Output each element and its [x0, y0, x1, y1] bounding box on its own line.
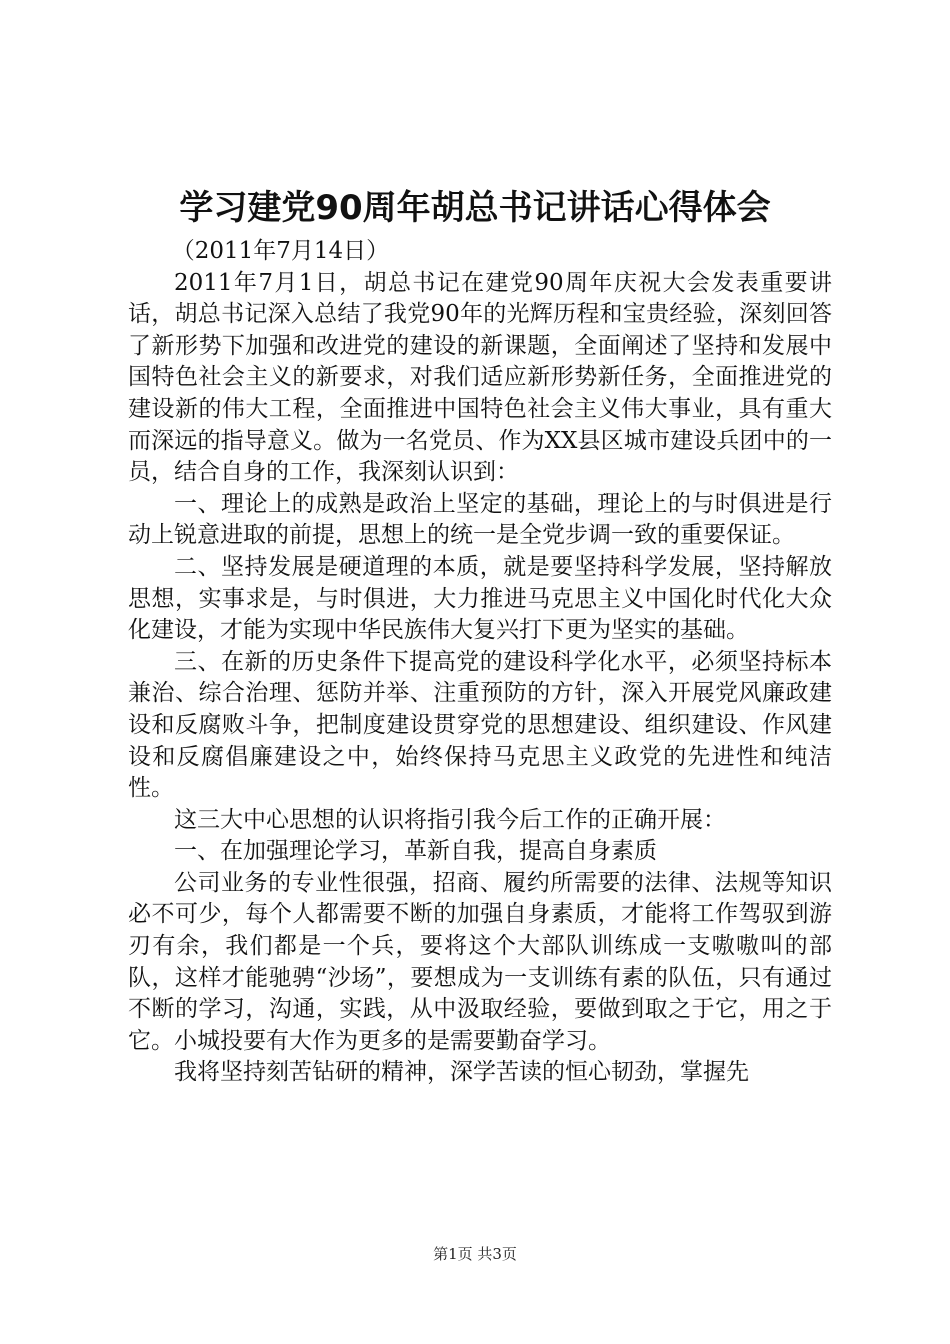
paragraph-point-3: 三、在新的历史条件下提高党的建设科学化水平，必须坚持标本兼治、综合治理、惩防并举、注重预防的方针，深入开展党风廉政建设和反腐败斗争，把制度建设贯穿党的思想建设、组织建设、作风建设和反腐倡廉建设之中，始终保持马克思主义政党的先进性和纯洁性。: [128, 648, 832, 802]
document-title: 学习建党90周年胡总书记讲话心得体会: [179, 188, 771, 228]
document-date: （2011年7月14日）: [171, 238, 390, 264]
paragraph-point-2: 二、坚持发展是硬道理的本质，就是要坚持科学发展，坚持解放思想，实事求是，与时俱进，大力推进马克思主义中国化时代化大众化建设，才能为实现中华民族伟大复兴打下更为坚实的基础。: [128, 553, 832, 644]
page-footer: 第1页 共3页: [433, 1245, 517, 1263]
paragraph-intro: 2011年7月1日，胡总书记在建党90周年庆祝大会发表重要讲话，胡总书记深入总结了我党90年的光辉历程和宝贵经验，深刻回答了新形势下加强和改进党的建设的新课题，全面阐述了坚持和发展中国特色社会主义的新要求，对我们适应新形势新任务，全面推进党的建设新的伟大工程，全面推进中国特色社会主义伟大事业，具有重大而深远的指导意义。做为一名党员、作为XX县区城市建设兵团中的一员，结合自身的工作，我深刻认识到：: [128, 269, 832, 486]
paragraph-continuation: 我将坚持刻苦钻研的精神，深学苦读的恒心韧劲，掌握先: [174, 1059, 749, 1086]
paragraph-section-1: 公司业务的专业性很强，招商、履约所需要的法律、法规等知识必不可少，每个人都需要不断的加强自身素质，才能将工作驾驭到游刃有余，我们都是一个兵，要将这个大部队训练成一支嗷嗷叫的部队，这样才能驰骋“沙场”，要想成为一支训练有素的队伍，只有通过不断的学习，沟通，实践，从中汲取经验，要做到取之于它，用之于它。小城投要有大作为更多的是需要勤奋学习。: [128, 869, 832, 1054]
paragraph-transition: 这三大中心思想的认识将指引我今后工作的正确开展：: [174, 806, 726, 833]
section-heading-1: 一、在加强理论学习，革新自我，提高自身素质: [174, 838, 657, 865]
paragraph-point-1: 一、理论上的成熟是政治上坚定的基础，理论上的与时俱进是行动上锐意进取的前提，思想上的统一是全党步调一致的重要保证。: [128, 490, 832, 549]
document-body: [128, 236, 832, 1089]
